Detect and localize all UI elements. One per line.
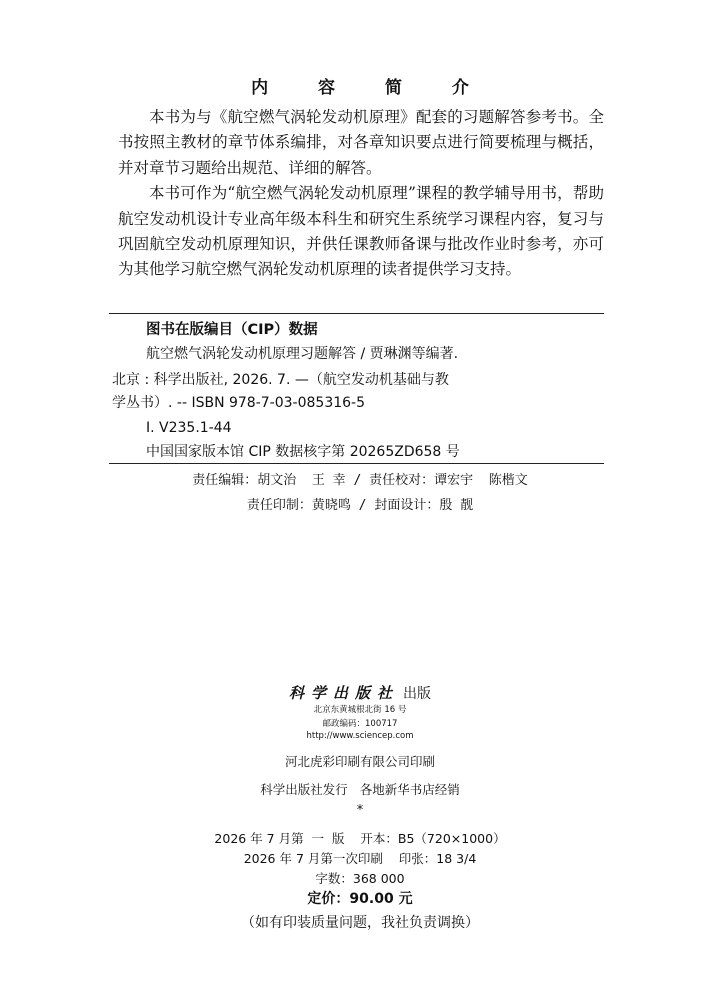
publisher-line (0, 682, 720, 703)
cip-line: 中国国家版本馆 CIP 数据核字第 20265ZD658 号 (146, 444, 460, 460)
cip-bottom-rule (109, 463, 604, 464)
word-count: 字数：368 000 (315, 871, 405, 886)
quality-notice: （如有印装质量问题，我社负责调换） (241, 915, 479, 931)
summary-body (118, 105, 604, 283)
printing-line: 2026 年 7 月第一次印刷 印张：18 3/4 (243, 851, 477, 866)
publisher-url: http://www.sciencep.com (306, 731, 414, 741)
publisher-suffix: 出版 (403, 686, 431, 702)
summary-title: 内 容 简 介 (251, 78, 491, 98)
responsible-editors: 责任编辑：胡文治 王 幸 / 责任校对：谭宏宇 陈楷文 (192, 473, 528, 488)
price: 定价：90.00 元 (307, 891, 413, 907)
cip-line: Ⅰ. V235.1-44 (146, 420, 232, 436)
separator-star: * (356, 803, 364, 818)
summary-paragraph: 本书可作为“航空燃气涡轮发动机原理”课程的教学辅导用书，帮助航空发动机设计专业高年级本科生和研究生系统学习课程内容，复习与巩固航空发动机原理知识，并供任课教师备课与批改作业时参考，亦可为其他学习航空燃气涡轮发动机原理的读者提供学习支持。 (118, 184, 604, 279)
publisher-address: 北京东黄城根北街 16 号 (313, 705, 407, 715)
publisher-logotype: 科学出版社 (288, 684, 399, 702)
publisher-postcode: 邮政编码：100717 (322, 719, 398, 729)
responsible-production: 责任印制：黄晓鸣 / 封面设计：殷 靓 (246, 498, 474, 513)
cip-top-rule (109, 313, 604, 314)
printer-line: 河北虎彩印刷有限公司印刷 (284, 754, 435, 769)
distributor-line: 科学出版社发行 各地新华书店经销 (260, 782, 460, 797)
summary-paragraph: 本书为与《航空燃气涡轮发动机原理》配套的习题解答参考书。全书按照主教材的章节体系编排，对各章知识要点进行简要梳理与概括，并对章节习题给出规范、详细的解答。 (118, 108, 604, 177)
edition-line: 2026 年 7 月第 一 版 开本：B5（720×1000） (214, 831, 506, 846)
cip-line: 北京 : 科学出版社, 2026. 7. —（航空发动机基础与教 (112, 372, 449, 388)
cip-line: 航空燃气涡轮发动机原理习题解答 / 贾琳渊等编著. (146, 346, 459, 362)
cip-line: 学丛书）. -- ISBN 978-7-03-085316-5 (112, 395, 365, 411)
cip-heading: 图书在版编目（CIP）数据 (146, 322, 318, 338)
